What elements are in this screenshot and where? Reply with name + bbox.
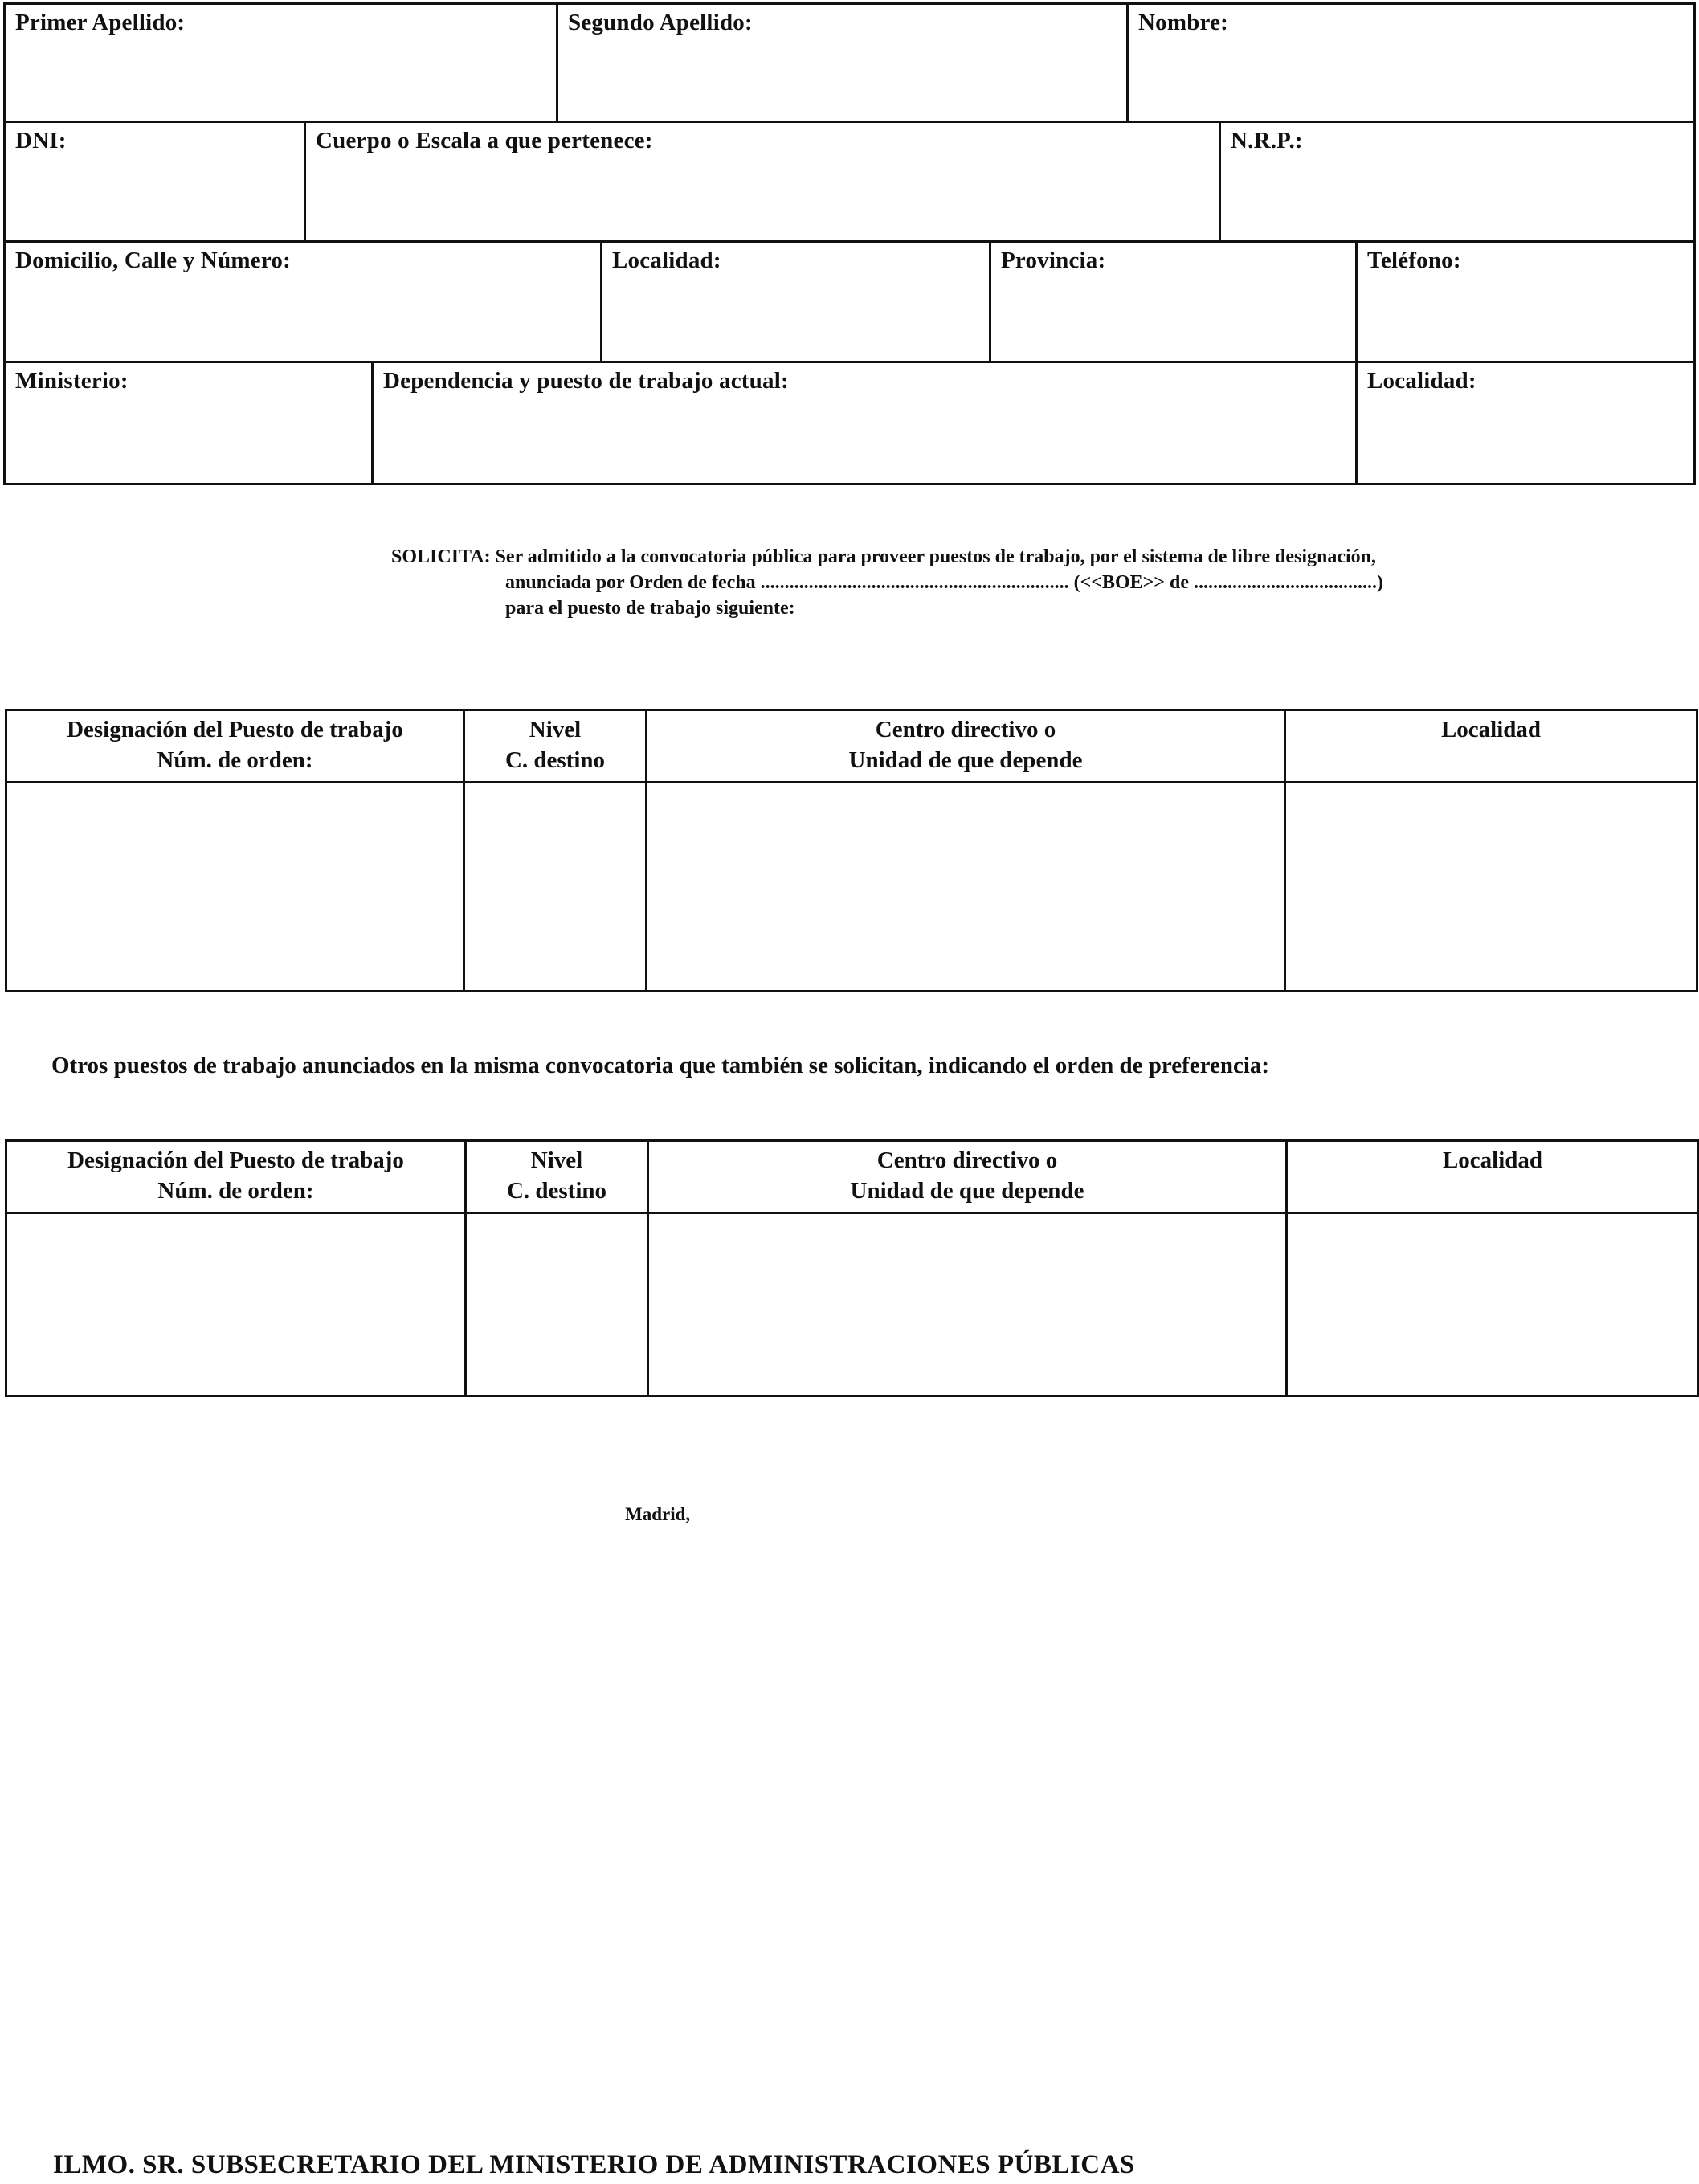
madrid-date-label: Madrid,	[625, 1504, 691, 1524]
dni-input[interactable]	[15, 200, 294, 232]
row-dni	[3, 123, 1696, 243]
otros-localidad-cell	[1287, 1213, 1699, 1397]
cell-nrp	[1219, 123, 1693, 240]
job-header-designacion-l2: Núm. de orden:	[157, 747, 313, 773]
otros-designacion-cell	[6, 1213, 466, 1397]
domicilio-label: Domicilio, Calle y Número:	[15, 247, 291, 273]
job-header-designacion-l1: Designación del Puesto de trabajo	[67, 717, 403, 742]
otros-header-nivel	[466, 1141, 648, 1213]
cell-provincia	[989, 243, 1355, 361]
otros-header-nivel-l2: C. destino	[506, 1178, 607, 1204]
job-designacion-cell	[6, 783, 464, 992]
otros-header-designacion-l1: Designación del Puesto de trabajo	[67, 1147, 404, 1173]
otros-header-centro	[648, 1141, 1287, 1213]
solicita-line-3: para el puesto de trabajo siguiente:	[505, 598, 795, 619]
job-header-nivel	[464, 710, 647, 783]
nombre-label: Nombre:	[1138, 10, 1229, 35]
job-header-nivel-l2: C. destino	[504, 747, 606, 773]
row-domicilio	[3, 243, 1696, 363]
otros-table	[5, 1139, 1699, 1397]
otros-header-localidad: Localidad	[1287, 1141, 1699, 1213]
telefono-label: Teléfono:	[1367, 247, 1461, 273]
cell-localidad	[600, 243, 989, 361]
cell-dependencia	[371, 363, 1355, 483]
cell-telefono	[1355, 243, 1693, 361]
otros-centro-input[interactable]	[649, 1214, 1285, 1278]
otros-centro-cell	[648, 1213, 1287, 1397]
segundo-apellido-label: Segundo Apellido:	[568, 10, 753, 35]
segundo-apellido-input[interactable]	[568, 80, 1117, 112]
provincia-label: Provincia:	[1001, 247, 1106, 273]
cell-localidad-actual	[1355, 363, 1693, 483]
job-header-designacion	[6, 710, 464, 783]
solicita-line-2: anunciada por Orden de fecha ................................................................ (<<BOE>> de ......................................)	[505, 572, 1383, 593]
job-header-localidad: Localidad	[1285, 710, 1697, 783]
cell-segundo-apellido	[556, 5, 1126, 121]
cell-cuerpo	[304, 123, 1219, 240]
job-designacion-input[interactable]	[7, 783, 463, 848]
otros-puestos-text: Otros puestos de trabajo anunciados en la misma convocatoria que también se solicitan, indicando el orden de preferencia:	[51, 1053, 1270, 1078]
job-table	[5, 709, 1698, 992]
row-names	[3, 2, 1696, 123]
otros-localidad-input[interactable]	[1288, 1214, 1697, 1278]
job-nivel-input[interactable]	[465, 783, 645, 848]
otros-header-centro-l2: Unidad de que depende	[850, 1178, 1084, 1204]
otros-nivel-input[interactable]	[467, 1214, 647, 1278]
primer-apellido-input[interactable]	[15, 80, 546, 112]
localidad-actual-input[interactable]	[1367, 443, 1684, 475]
cell-dni	[6, 123, 304, 240]
cuerpo-label: Cuerpo o Escala a que pertenece:	[316, 128, 653, 153]
row-ministerio	[3, 363, 1696, 485]
cell-primer-apellido	[6, 5, 556, 121]
job-centro-input[interactable]	[647, 783, 1284, 848]
domicilio-input[interactable]	[15, 321, 590, 353]
job-header-centro-l2: Unidad de que depende	[848, 747, 1083, 773]
dependencia-input[interactable]	[383, 443, 1346, 475]
job-header-centro-l1: Centro directivo o	[875, 717, 1056, 742]
cell-ministerio	[6, 363, 371, 483]
nombre-input[interactable]	[1138, 80, 1684, 112]
localidad-input[interactable]	[612, 321, 979, 353]
ministerio-input[interactable]	[15, 443, 361, 475]
telefono-input[interactable]	[1367, 321, 1684, 353]
ministerio-label: Ministerio:	[15, 368, 129, 394]
addressee: ILMO. SR. SUBSECRETARIO DEL MINISTERIO DE ADMINISTRACIONES PÚBLICAS	[53, 2150, 1135, 2179]
otros-header-designacion	[6, 1141, 466, 1213]
otros-header-centro-l1: Centro directivo o	[876, 1147, 1058, 1173]
job-centro-cell	[647, 783, 1285, 992]
otros-header-nivel-l1: Nivel	[530, 1147, 583, 1173]
job-localidad-cell	[1285, 783, 1697, 992]
solicita-line-1: SOLICITA: Ser admitido a la convocatoria pública para proveer puestos de trabajo, por el sistema de libre designación,	[391, 546, 1377, 567]
primer-apellido-label: Primer Apellido:	[15, 10, 186, 35]
job-localidad-input[interactable]	[1286, 783, 1696, 848]
otros-nivel-cell	[466, 1213, 648, 1397]
job-header-centro	[647, 710, 1285, 783]
job-nivel-cell	[464, 783, 647, 992]
nrp-input[interactable]	[1231, 200, 1684, 232]
dependencia-label: Dependencia y puesto de trabajo actual:	[383, 368, 789, 394]
otros-header-designacion-l2: Núm. de orden:	[157, 1178, 314, 1204]
job-header-nivel-l1: Nivel	[529, 717, 582, 742]
localidad-label: Localidad:	[612, 247, 721, 273]
localidad-actual-label: Localidad:	[1367, 368, 1476, 394]
cell-nombre	[1126, 5, 1693, 121]
provincia-input[interactable]	[1001, 321, 1346, 353]
dni-label: DNI:	[15, 128, 67, 153]
nrp-label: N.R.P.:	[1231, 128, 1303, 153]
cell-domicilio	[6, 243, 600, 361]
otros-designacion-input[interactable]	[7, 1214, 464, 1278]
cuerpo-input[interactable]	[316, 200, 1209, 232]
